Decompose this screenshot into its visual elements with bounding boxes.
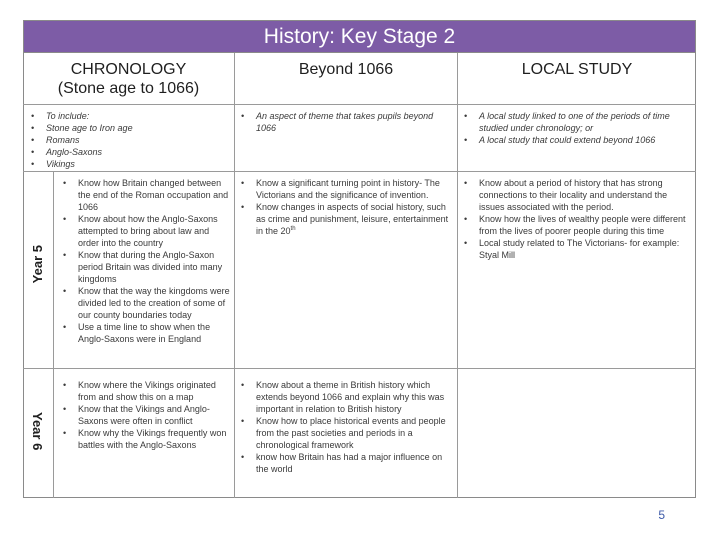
list-item: • Know how the lives of wealthy people were different from the lives of poorer people during this time — [459, 213, 693, 237]
row-divider — [23, 171, 696, 172]
list-item: • Know that during the Anglo-Saxon period Britain was divided into many kingdoms — [58, 249, 232, 285]
list-item: • Know that the Vikings and Anglo-Saxons were often in conflict — [58, 403, 232, 427]
year6-beyond — [236, 379, 454, 475]
list-item: • Anglo-Saxons — [26, 146, 231, 158]
header-chronology: CHRONOLOGY (Stone age to 1066) — [57, 61, 200, 97]
list-item: • Stone age to Iron age — [26, 122, 231, 134]
page-title: History: Key Stage 2 — [23, 20, 696, 53]
list-item: • Know how to place historical events and people from the past societies and periods in a chronological framework — [236, 415, 454, 451]
year5-local — [459, 177, 693, 261]
list-item: • Use a time line to show when the Anglo-Saxons were in England — [58, 321, 232, 345]
list-item-text: Know changes in aspects of social history, such as crime and punishment, leisure, entertainment in the 20 — [256, 202, 449, 236]
row-divider — [23, 368, 696, 369]
row-label-divider — [53, 171, 54, 498]
year5-beyond — [236, 177, 454, 237]
header-local-study: LOCAL STUDY — [521, 61, 633, 78]
list-item: • Romans — [26, 134, 231, 146]
year5-chronology — [58, 177, 232, 345]
column-divider — [234, 53, 235, 498]
list-item: • Know a significant turning point in history- The Victorians and the significance of invention. — [236, 177, 454, 201]
list-item: • Know where the Vikings originated from and show this on a map — [58, 379, 232, 403]
superscript-th: th — [290, 226, 296, 232]
overview-local — [459, 110, 693, 146]
list-item: • Local study related to The Victorians- for example: Styal Mill — [459, 237, 693, 261]
header-beyond-1066: Beyond 1066 — [298, 61, 394, 78]
list-item: • Know about how the Anglo-Saxons attempted to bring about law and order into the country — [58, 213, 232, 249]
row-label-year-5: Year 5 — [30, 245, 45, 284]
list-item: • Know about a theme in British history which extends beyond 1066 and explain why this was important in relation to British history — [236, 379, 454, 415]
list-item: • A local study linked to one of the periods of time studied under chronology; or — [459, 110, 693, 134]
list-item: • Know about a period of history that has strong connections to their locality and understand the issues associated with the period. — [459, 177, 693, 213]
list-item: • Know how Britain changed between the end of the Roman occupation and 1066 — [58, 177, 232, 213]
list-item: • A local study that could extend beyond 1066 — [459, 134, 693, 146]
column-divider — [457, 53, 458, 498]
list-item: • know how Britain has had a major influence on the world — [236, 451, 454, 475]
page-number: 5 — [658, 508, 665, 522]
list-item: • Vikings — [26, 158, 231, 170]
list-item: • Know why the Vikings frequently won battles with the Anglo-Saxons — [58, 427, 232, 451]
row-divider — [23, 104, 696, 105]
row-label-year-6: Year 6 — [30, 412, 45, 451]
list-item: • To include: — [26, 110, 231, 122]
list-item — [236, 201, 454, 237]
overview-chronology — [26, 110, 231, 170]
list-item: • An aspect of theme that takes pupils beyond 1066 — [236, 110, 454, 134]
year6-chronology — [58, 379, 232, 451]
overview-beyond — [236, 110, 454, 134]
list-item: • Know that the way the kingdoms were divided led to the creation of some of our county boundaries today — [58, 285, 232, 321]
